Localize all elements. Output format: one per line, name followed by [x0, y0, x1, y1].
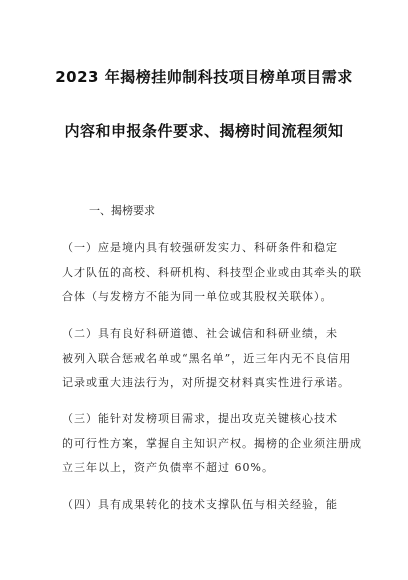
paragraph-line: （三）能针对发榜项目需求，提出攻克关键核心技术 [62, 412, 338, 425]
paragraph-line: 的可行性方案，掌握自主知识产权。揭榜的企业须注册成 [62, 436, 362, 450]
section-heading: 一、揭榜要求 [89, 204, 155, 217]
paragraph-2 [62, 322, 362, 396]
paragraph-line: （二）具有良好科研道德、社会诚信和科研业绩，未 [62, 327, 338, 340]
paragraph-line: （四）具有成果转化的技术支撑队伍与相关经验，能 [62, 498, 338, 511]
paragraph-line: 立三年以上，资产负债率不超过 60%。 [62, 461, 274, 474]
paragraph-line: 人才队伍的高校、科研机构、科技型企业或由其牵头的联 [62, 265, 362, 279]
paragraph-1 [62, 236, 362, 310]
paragraph-3 [62, 407, 362, 481]
paragraph-line: （一）应是境内具有较强研发实力、科研条件和稳定 [62, 241, 338, 254]
document-title-line-1: 2023 年揭榜挂帅制科技项目榜单项目需求 [55, 68, 353, 86]
document-title-line-2: 内容和申报条件要求、揭榜时间流程须知 [64, 122, 344, 140]
paragraph-line: 合体（与发榜方不能为同一单位或其股权关联体）。 [62, 290, 333, 303]
paragraph-line: 被列入联合惩戒名单或“黑名单”，近三年内无不良信用 [62, 351, 352, 365]
paragraph-line: 记录或重大违法行为，对所提交材料真实性进行承诺。 [62, 376, 350, 389]
paragraph-4 [62, 493, 362, 518]
